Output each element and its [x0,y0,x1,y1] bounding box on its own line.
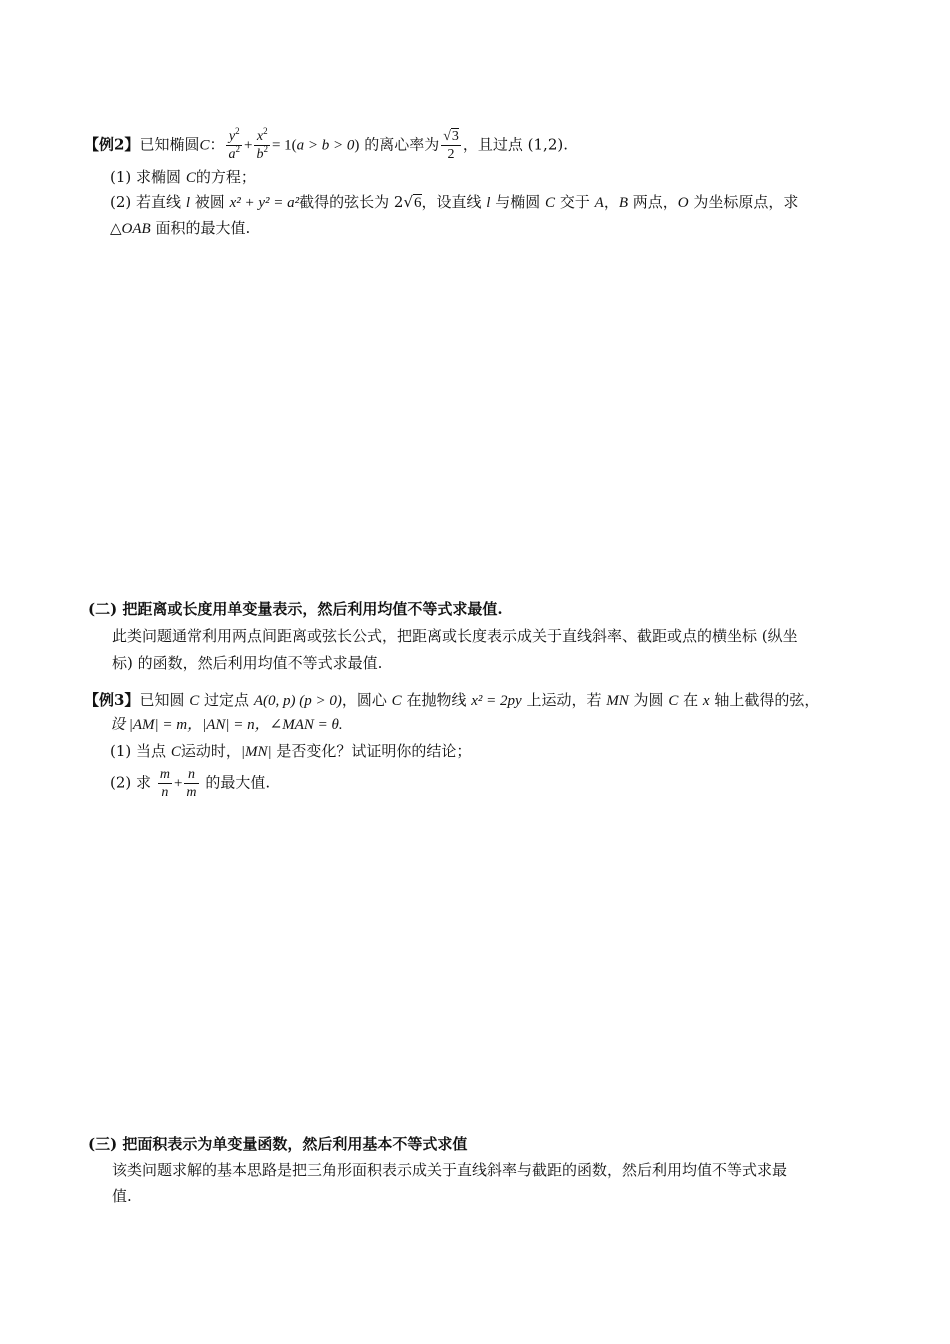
q1-curve: C [185,170,196,186]
example2-fraction-y-over-a: $\frac{y^2}{a^2}$ [228,126,240,162]
example3-statement [84,689,819,712]
point-o: O [677,195,689,211]
q2-text-e: 与椭圆 [495,193,541,211]
x-axis-symbol: x [702,693,710,709]
q2-circle-equation: x² + y² = a² [229,195,300,211]
example2-point-text: ，且过点 (1,2). [462,135,568,154]
ex3-text-h: 轴上截得的弦， [714,691,820,709]
plus-sign: + [243,137,253,154]
sqrt-radicand: 6 [414,195,422,211]
ex3-text-d: 在抛物线 [406,691,467,709]
q1-text-a: (1) 当点 [110,742,167,760]
example2-curve-name: C [199,137,210,154]
ex3-text-e: 上运动，若 [526,691,602,709]
q1-text-b: 运动时， [180,742,241,760]
section3-paragraph-line1: 该类问题求解的基本思路是把三角形面积表示成关于直线斜率与截距的函数，然后利用均值不等式求最 [112,1161,788,1179]
q2-line-l: l [185,195,190,211]
q2-text-a: (2) 若直线 [110,193,182,211]
q2-text-f: 交于 [559,193,590,211]
section3-paragraph-line2: 值. [112,1187,132,1205]
close-paren: ) [354,137,360,154]
section2-paragraph-line1: 此类问题通常利用两点间距离或弦长公式，把距离或长度表示成关于直线斜率、截距或点的横坐标 (纵坐 [112,627,798,645]
q2-text-b: 的最大值. [205,773,271,792]
example2-question2-line2 [110,217,250,240]
q2-text-h: 为坐标原点，求 [693,193,799,211]
example3-definitions: 设 |AM| = m，|AN| = n，∠MAN = θ. [110,717,343,733]
fraction-n-over-m [184,766,198,801]
fraction-m-over-n [158,766,172,801]
comma: ， [603,193,619,211]
section2-heading: (二) 把距离或长度用单变量表示，然后利用均值不等式求最值. [88,600,503,618]
fraction-denominator: n [161,785,169,800]
q2-curve: C [545,195,556,211]
eccentricity-fraction: $\frac{√3}{2}$ [443,129,459,162]
example2-colon: ： [209,135,225,154]
example3-question1 [110,740,471,763]
example2-question1 [110,166,256,189]
point-c: C [170,744,181,760]
fraction-numerator: x [256,129,264,144]
q1-tail: 的方程； [195,168,256,186]
q1-text-c: 是否变化？试证明你的结论； [276,742,472,760]
point-a: A [594,195,604,211]
fraction-numerator: m [159,767,170,782]
ex3-text-b: 过定点 [204,691,250,709]
ex3-text-f: 为圆 [633,691,664,709]
q2-tail: 面积的最大值. [155,219,251,237]
section3-heading: (三) 把面积表示为单变量函数，然后利用基本不等式求值 [88,1135,468,1153]
circle-c: C [391,693,402,709]
circle-c: C [189,693,200,709]
fraction-denominator: m [186,785,197,800]
sqrt-radicand: 3 [451,129,459,144]
fixed-point-a: A(0, p) (p > 0) [253,693,342,709]
ex3-text-c: ，圆心 [341,691,387,709]
equals-one: = 1( [271,137,297,154]
fraction-denominator: a [228,147,236,162]
triangle-symbol: △ [110,221,122,237]
q1-text: (1) 求椭圆 [110,168,182,186]
parabola-equation: x² = 2py [471,693,522,709]
example2-intro: 已知椭圆 [139,135,200,154]
example2-tag: 【例2】 [84,135,140,154]
plus-sign: + [173,775,183,792]
q2-text-a: (2) 求 [110,773,152,792]
q2-text-c: 截得的弦长为 2 [299,193,404,211]
chord-mn: MN [606,693,629,709]
example3-tag: 【例3】 [84,691,140,709]
ex3-text-g: 在 [683,691,699,709]
fraction-denominator: 2 [447,147,455,162]
q2-text-d: ，设直线 [421,193,482,211]
example2-statement [84,128,568,163]
example2-fraction-x-over-b: $\frac{x^2}{b^2}$ [256,126,268,162]
example2-question2: (2) 若直线 l 被圆 x² + y² = a²截得的弦长为 2√6，设直线 l 与椭圆 C 交于 A，B 两点，O 为坐标原点，求 [110,193,799,211]
triangle-oab: OAB [121,221,151,237]
ex3-text-a: 已知圆 [139,691,185,709]
section2-paragraph-line2: 标) 的函数，然后利用均值不等式求最值. [112,654,383,672]
point-b: B [618,195,628,211]
q2-line-l: l [486,195,491,211]
circle-c: C [668,693,679,709]
example3-question2 [110,766,270,801]
q2-text-g: 两点， [632,193,678,211]
fraction-denominator: b [256,147,264,162]
length-mn: |MN| [240,744,272,760]
fraction-numerator: y [228,129,236,144]
example2-condition: a > b > 0 [296,137,355,154]
q2-text-b: 被圆 [194,193,225,211]
fraction-numerator: n [184,766,198,784]
eccentricity-text: 的离心率为 [359,135,440,154]
